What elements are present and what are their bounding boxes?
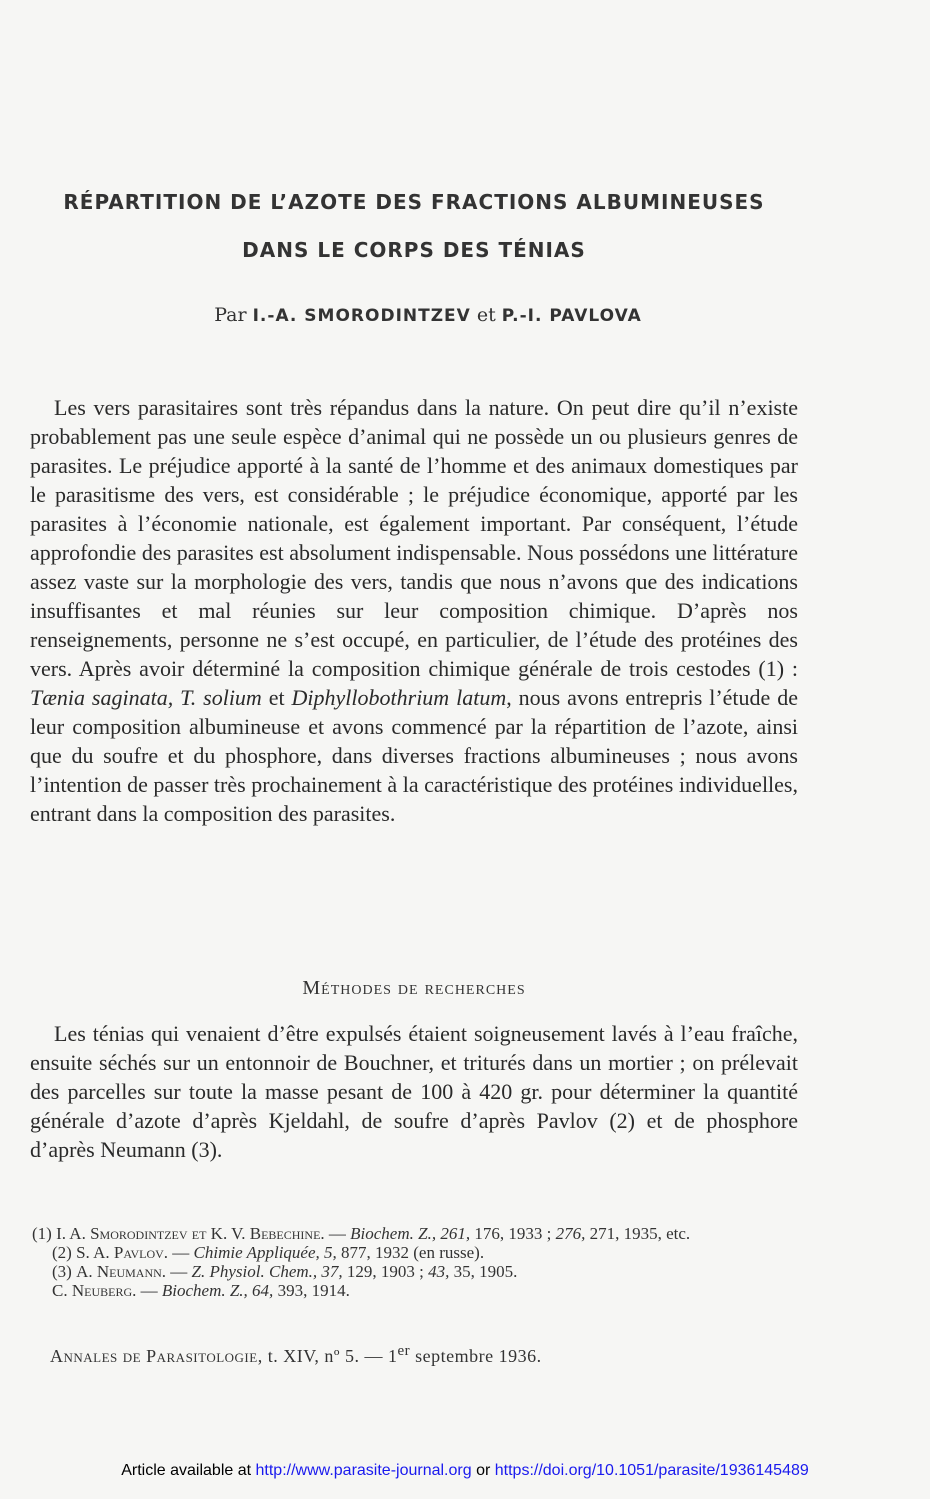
journal-issue: , t. XIV, nº 5. — 1 xyxy=(257,1346,398,1366)
article-title-line-2: DANS LE CORPS DES TÉNIAS xyxy=(242,238,586,262)
footnote-reference: 129, 1903 ; xyxy=(342,1262,429,1281)
footnote-reference: 35, 1905. xyxy=(449,1262,518,1281)
footnote-reference: 271, 1935, etc. xyxy=(585,1224,691,1243)
footnote-3 xyxy=(32,1262,800,1281)
paragraph-intro-part-1: Les vers parasitaires sont très répandus dans la nature. On peut dire qu’il n’existe probablement pas une seule espèce d’animal qui ne possède un ou plusieurs genres de parasites. Le préjudice apporté à la santé de l’homme et des animaux domestiques par le parasitisme des vers, est considérable ; le préjudice économique, apporté par les parasites à l’économie nationale, est également important. Par conséquent, l’étude approfondie des parasites est absolument indispensable. Nous possédons une littérature assez vaste sur la morphologie des vers, tandis que nous n’avons que des indications insuffisantes et mal réunies sur leur composition chimique. D’après nos renseignements, personne ne s’est occupé, en particulier, de l’étude des protéines des vers. Après avoir déterminé la composition chimique générale de trois cestodes (1) : xyxy=(30,395,798,681)
species-name-2: Diphyllobothrium latum xyxy=(291,685,507,710)
footer-or: or xyxy=(471,1462,495,1479)
authors-line xyxy=(28,304,828,326)
paragraph-methods: Les ténias qui venaient d’être expulsés étaient soigneusement lavés à l’eau fraîche, ensuite séchés sur un entonnoir de Bouchner, et triturés dans un mortier ; on prélevait des parcelles sur toute la masse pesant de 100 à 420 gr. pour déterminer la quantité générale d’azote d’après Kjeldahl, de soufre d’après Pavlov (2) et de phosphore d’après Neumann (3). xyxy=(30,1021,798,1162)
species-conjunction: et xyxy=(261,685,292,710)
journal-citation xyxy=(50,1343,542,1367)
author-1: I.-A. SMORODINTZEV xyxy=(252,306,471,326)
footnote-number: (1) xyxy=(32,1224,57,1243)
footnote-dash: — xyxy=(324,1224,351,1243)
footnote-4 xyxy=(32,1281,800,1300)
footnote-number: (3) xyxy=(52,1262,77,1281)
footnotes xyxy=(32,1224,800,1300)
footnote-journal: Biochem. Z., 64, xyxy=(161,1281,274,1300)
authors-conjunction: et xyxy=(470,304,502,326)
footnote-reference: 877, 1932 (en russe). xyxy=(336,1243,485,1262)
footnote-2 xyxy=(32,1243,800,1262)
journal-superscript: er xyxy=(397,1343,411,1359)
footnote-journal: Chimie Appliquée, 5, xyxy=(193,1243,337,1262)
footnote-number: (2) xyxy=(52,1243,77,1262)
footnote-volume: 276, xyxy=(555,1224,586,1243)
footnote-journal: Z. Physiol. Chem., 37, xyxy=(191,1262,343,1281)
journal-name: Annales de Parasitologie xyxy=(50,1346,258,1366)
footer-prefix: Article available at xyxy=(121,1462,256,1479)
authors-prefix: Par xyxy=(214,304,253,326)
article-title-line-1: RÉPARTITION DE L’AZOTE DES FRACTIONS ALBUMINEUSES xyxy=(63,190,765,214)
species-name-1: Tænia saginata, T. solium xyxy=(30,685,262,710)
footnote-authors: C. Neuberg. xyxy=(52,1281,137,1300)
paragraph-intro-part-2: , nous avons entrepris l’étude de leur composition albumineuse et avons commencé par la répartition de l’azote, ainsi que du soufre et du phosphore, dans diverses fractions albumineuses ; nous avons l’intention de passer très prochainement à la caractéristique des protéines individuelles, entrant dans la composition des parasites. xyxy=(30,685,798,826)
footnote-reference: 176, 1933 ; xyxy=(470,1224,556,1243)
doi-link[interactable]: https://doi.org/10.1051/parasite/1936145489 xyxy=(494,1462,809,1479)
footnote-authors: S. A. Pavlov. xyxy=(76,1243,169,1262)
paragraph-intro xyxy=(30,393,798,828)
footnote-volume: 43, xyxy=(428,1262,450,1281)
footnote-dash: — xyxy=(168,1243,194,1262)
footnote-journal: Biochem. Z., 261, xyxy=(350,1224,471,1243)
journal-website-link[interactable]: http://www.parasite-journal.org xyxy=(255,1462,472,1479)
author-2: P.-I. PAVLOVA xyxy=(501,306,642,326)
footnote-authors: I. A. Smorodintzev et K. V. Bebechine. xyxy=(56,1224,325,1243)
footnote-dash: — xyxy=(136,1281,162,1300)
article-footer xyxy=(0,1462,930,1480)
footnote-dash: — xyxy=(166,1262,192,1281)
footnote-1 xyxy=(32,1224,800,1243)
section-heading: Méthodes de recherches xyxy=(302,977,526,999)
journal-date: septembre 1936. xyxy=(410,1346,542,1366)
footnote-authors: A. Neumann. xyxy=(76,1262,167,1281)
footnote-reference: 393, 1914. xyxy=(273,1281,350,1300)
